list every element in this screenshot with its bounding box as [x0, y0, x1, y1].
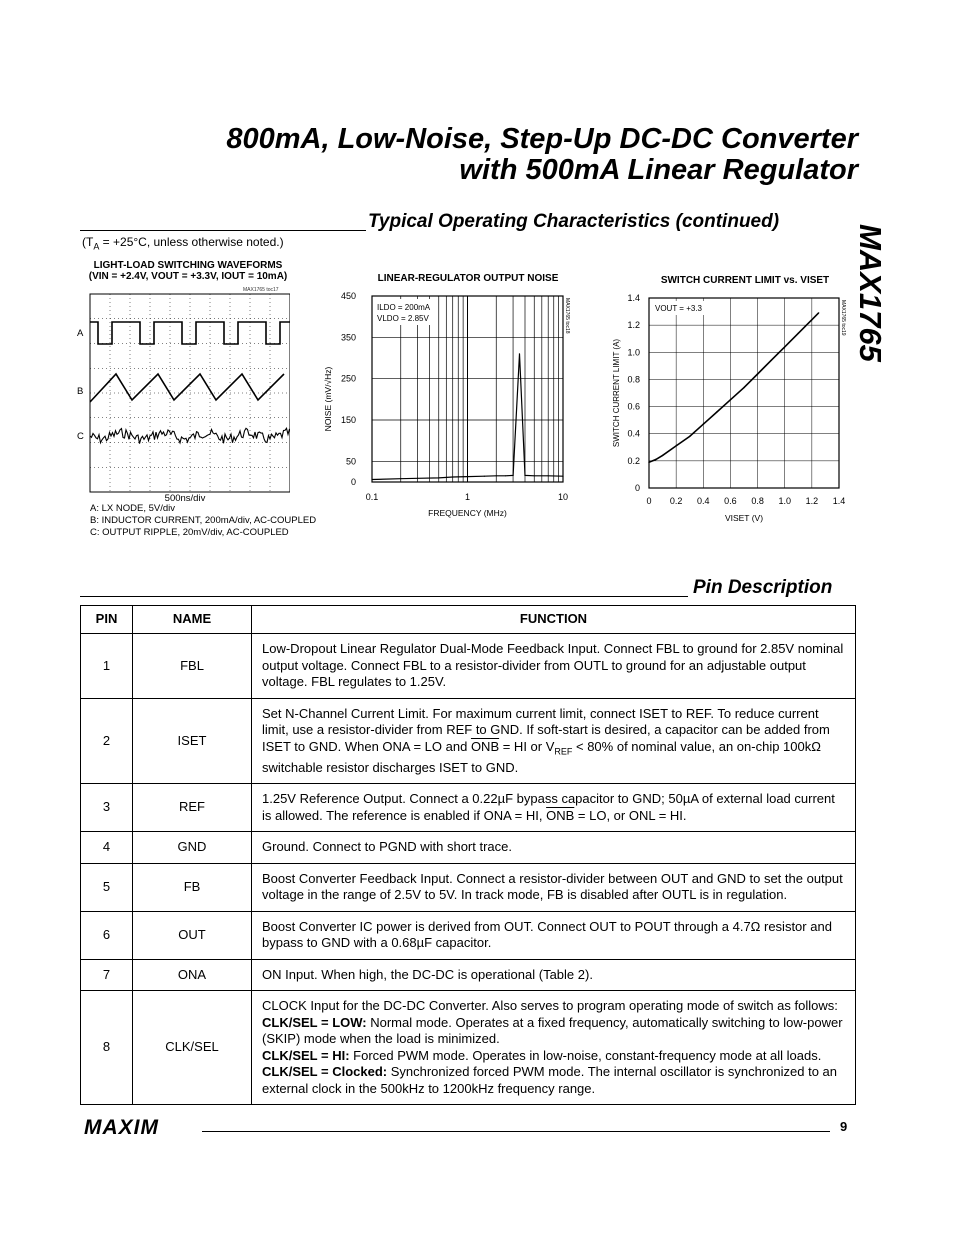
func-intro: CLOCK Input for the DC-DC Converter. Also serves to program operating mode of switch as follows: — [262, 998, 838, 1014]
iset-x-tick: 0.8 — [751, 496, 764, 506]
iset-data-point — [818, 312, 819, 313]
iset-data-point — [730, 399, 731, 400]
table-row — [81, 698, 856, 784]
iset-data-point — [811, 319, 812, 320]
iset-x-tick: 1.0 — [778, 496, 791, 506]
noise-data-point — [496, 475, 497, 476]
waveform-grid — [90, 294, 290, 492]
func-part: 1.25V Reference Output. Connect a 0.22µF bypass capacitor to GND; 50µA of external load current is allowed. The reference is enabled if ONA = HI, — [262, 791, 835, 823]
iset-y-tick: 0.4 — [627, 428, 640, 439]
table-row — [81, 959, 856, 991]
iset-x-tick: 0 — [646, 496, 652, 506]
iset-data-point — [648, 462, 649, 463]
waveform-title-line-2: (VIN = +2.4V, VOUT = +3.3V, IOUT = 10mA) — [88, 271, 288, 282]
func-part: = HI or V — [499, 738, 555, 754]
waveform-code: MAX1765 toc17 — [243, 287, 279, 293]
iset-x-tick: 0.4 — [697, 496, 710, 506]
pin-name: REF — [133, 784, 252, 832]
section-rule-pins — [80, 596, 688, 597]
iset-y-tick: 1.2 — [627, 320, 640, 331]
pin-name: OUT — [133, 911, 252, 959]
waveform-title — [72, 260, 304, 282]
document-title — [80, 124, 858, 186]
noise-data-point — [484, 476, 485, 477]
iset-data-point — [703, 424, 704, 425]
pin-number: 3 — [81, 784, 133, 832]
cond-sub: A — [93, 241, 100, 252]
noise-y-tick: 150 — [340, 415, 356, 425]
iset-chart-code: MAX1765 toc19 — [840, 300, 846, 336]
iset-annotation: VOUT = +3.3 — [655, 304, 702, 313]
pin-description-table — [80, 605, 856, 1105]
noise-x-tick: 1 — [464, 492, 471, 502]
pin-function — [252, 784, 856, 832]
pin-number: 1 — [81, 634, 133, 699]
toc-heading: Typical Operating Characteristics (continued) — [368, 211, 780, 232]
table-row — [81, 634, 856, 699]
noise-data-point — [467, 476, 468, 477]
iset-plot-frame — [649, 298, 839, 488]
noise-y-tick: 0 — [350, 477, 356, 487]
noise-data-point — [548, 475, 549, 476]
legend-a: A: LX NODE, 5V/div — [90, 503, 176, 514]
overbar-signal: $\overline{ONB}$ — [546, 807, 575, 823]
iset-chart-title: SWITCH CURRENT LIMIT vs. VISET — [660, 275, 830, 286]
pin-name: ONA — [133, 959, 252, 991]
iset-data-point — [743, 387, 744, 388]
iset-y-tick: 1.0 — [627, 347, 640, 358]
mode-label: CLK/SEL = LOW: — [262, 1014, 367, 1030]
pin-function — [252, 991, 856, 1105]
noise-annotation-2: VLDO = 2.85V — [377, 314, 429, 323]
title-line-1: 800mA, Low-Noise, Step-Up DC-DC Converter — [226, 123, 858, 155]
trace-b — [90, 374, 284, 402]
table-row — [81, 784, 856, 832]
iset-x-tick: 1.4 — [832, 496, 846, 506]
pin-name: FBL — [133, 634, 252, 699]
mode-label: CLK/SEL = HI: — [262, 1047, 350, 1063]
iset-data-point — [770, 360, 771, 361]
col-header-function: FUNCTION — [252, 606, 856, 634]
wave-label-c: C — [77, 431, 84, 442]
noise-data-point — [524, 475, 525, 476]
noise-data-point — [400, 478, 401, 479]
logo-text: MAXIM — [84, 1116, 159, 1138]
noise-data-point — [438, 477, 439, 478]
func-part: = LO, or ONL = HI. — [574, 807, 687, 823]
pin-name: FB — [133, 863, 252, 911]
waveform-plot — [70, 292, 290, 494]
pin-name: ISET — [133, 698, 252, 784]
waveform-legend — [90, 503, 316, 539]
noise-data-point — [534, 475, 535, 476]
pin-number: 6 — [81, 911, 133, 959]
iset-data-point — [716, 411, 717, 412]
mode-item — [262, 1048, 845, 1065]
pin-number: 4 — [81, 832, 133, 864]
noise-y-tick: 350 — [340, 332, 356, 343]
noise-data-point — [512, 475, 513, 476]
noise-x-label: FREQUENCY (MHz) — [428, 508, 507, 518]
iset-y-tick: 0 — [634, 483, 640, 493]
pin-heading: Pin Description — [693, 577, 833, 598]
trace-a — [90, 322, 290, 344]
pin-number: 5 — [81, 863, 133, 911]
iset-data-point — [655, 459, 656, 460]
table-row — [81, 911, 856, 959]
func-part: Set N-Channel Current Limit. For maximum current limit, connect ISET to REF. To reduce current limit, use a resistor-divider from REF to GND. If soft-start is desired, a capacitor can be added from ISET to GND. When ONA = LO and — [262, 705, 830, 754]
part-number-text: MAX1765 — [853, 224, 888, 362]
iset-x-label: VISET (V) — [724, 513, 764, 523]
cond-prefix: (T — [82, 235, 94, 249]
mode-text: Forced PWM mode. Operates in low-noise, constant-frequency mode at all loads. — [349, 1047, 822, 1063]
pin-number: 2 — [81, 698, 133, 784]
noise-data-point — [371, 479, 372, 480]
table-row — [81, 832, 856, 864]
pin-number: 8 — [81, 991, 133, 1105]
maxim-logo-svg — [84, 1116, 194, 1138]
col-header-name: NAME — [133, 606, 252, 634]
mode-text: Synchronized forced PWM mode. The internal oscillator is synchronized to an external clock in the 500kHz to 1200kHz frequency range. — [262, 1064, 838, 1096]
noise-data-point — [505, 475, 506, 476]
noise-y-tick: 50 — [345, 456, 356, 467]
col-header-pin: PIN — [81, 606, 133, 634]
iset-y-tick: 1.4 — [627, 293, 640, 303]
noise-annotation-1: ILDO = 200mA — [377, 303, 431, 312]
noise-chart — [315, 286, 585, 526]
iset-data-point — [675, 445, 676, 446]
iset-y-tick: 0.8 — [627, 374, 640, 385]
noise-y-label: NOISE (mV/√Hz) — [323, 366, 333, 432]
wave-label-b: B — [77, 386, 84, 397]
iset-x-tick: 0.6 — [724, 496, 737, 506]
iset-y-tick: 0.2 — [627, 455, 640, 466]
iset-x-tick: 1.2 — [805, 496, 819, 506]
mode-item — [262, 1015, 845, 1048]
cond-suffix: = +25°C, unless otherwise noted.) — [99, 235, 284, 249]
iset-data-point — [662, 455, 663, 456]
iset-series-line — [649, 313, 819, 462]
noise-data-point — [417, 478, 418, 479]
iset-data-point — [798, 333, 799, 334]
pin-function: Boost Converter Feedback Input. Connect a resistor-divider between OUT and GND to set the output voltage in the range of 2.5V to 5V. In track mode, FB is disabled after OUTL is in regulation. — [252, 863, 856, 911]
pin-function — [252, 698, 856, 784]
mode-item — [262, 1064, 845, 1097]
func-part: < 80% of nominal value, an on-chip 100kΩ switchable resistor discharges ISET to GND. — [262, 738, 821, 775]
time-div-label: 500ns/div — [164, 493, 206, 504]
mode-label: CLK/SEL = Clocked: — [262, 1064, 388, 1080]
iset-x-tick: 0.2 — [669, 496, 683, 506]
table-row — [81, 863, 856, 911]
iset-data-point — [689, 436, 690, 437]
pin-number: 7 — [81, 959, 133, 991]
iset-chart — [600, 288, 860, 528]
footer-rule — [202, 1131, 830, 1132]
iset-data-point — [757, 373, 758, 374]
mode-text: Normal mode. Operates at a fixed frequency, automatically switching to low-power (SKIP) mode when the load is minimized. — [262, 1014, 843, 1047]
iset-y-tick: 0.6 — [627, 401, 640, 412]
overbar-signal: $\overline{ONB}$ — [470, 738, 500, 754]
pin-function: Ground. Connect to PGND with short trace. — [252, 832, 856, 864]
conditions-note — [82, 235, 284, 251]
pin-name: CLK/SEL — [133, 991, 252, 1105]
table-header-row — [81, 606, 856, 634]
func-sub: REF — [554, 746, 573, 757]
table-row — [81, 991, 856, 1105]
pin-function: Boost Converter IC power is derived from OUT. Connect OUT to POUT through a 4.7Ω resistor and bypass to GND with a 0.68µF capacitor. — [252, 911, 856, 959]
title-line-2: with 500mA Linear Regulator — [459, 154, 858, 186]
section-rule-toc — [80, 230, 366, 231]
noise-x-tick: 0.1 — [365, 492, 379, 502]
noise-x-tick: 10 — [557, 492, 569, 502]
pin-name: GND — [133, 832, 252, 864]
maxim-logo — [84, 1116, 194, 1143]
noise-data-point — [519, 353, 520, 354]
legend-c: C: OUTPUT RIPPLE, 20mV/div, AC-COUPLED — [90, 527, 289, 538]
waveform-title-line-1: LIGHT-LOAD SWITCHING WAVEFORMS — [93, 260, 283, 271]
wave-label-a: A — [77, 328, 84, 339]
pin-function: ON Input. When high, the DC-DC is operational (Table 2). — [252, 959, 856, 991]
noise-data-point — [562, 476, 563, 477]
noise-chart-title: LINEAR-REGULATOR OUTPUT NOISE — [377, 273, 559, 284]
noise-data-point — [452, 476, 453, 477]
pin-function: Low-Dropout Linear Regulator Dual-Mode Feedback Input. Connect FBL to ground for 2.85V nominal output voltage. Connect FBL to a resistor-divider from OUTL to ground for an adjustable output voltage. FBL regulates to 1.25V. — [252, 634, 856, 699]
iset-y-label: SWITCH CURRENT LIMIT (A) — [612, 338, 621, 448]
legend-b: B: INDUCTOR CURRENT, 200mA/div, AC-COUPLED — [90, 515, 317, 526]
iset-data-point — [784, 346, 785, 347]
noise-chart-code: MAX1765 toc18 — [564, 298, 570, 334]
noise-y-tick: 250 — [340, 373, 356, 384]
noise-y-tick: 450 — [340, 291, 356, 301]
page-number: 9 — [840, 1119, 848, 1134]
